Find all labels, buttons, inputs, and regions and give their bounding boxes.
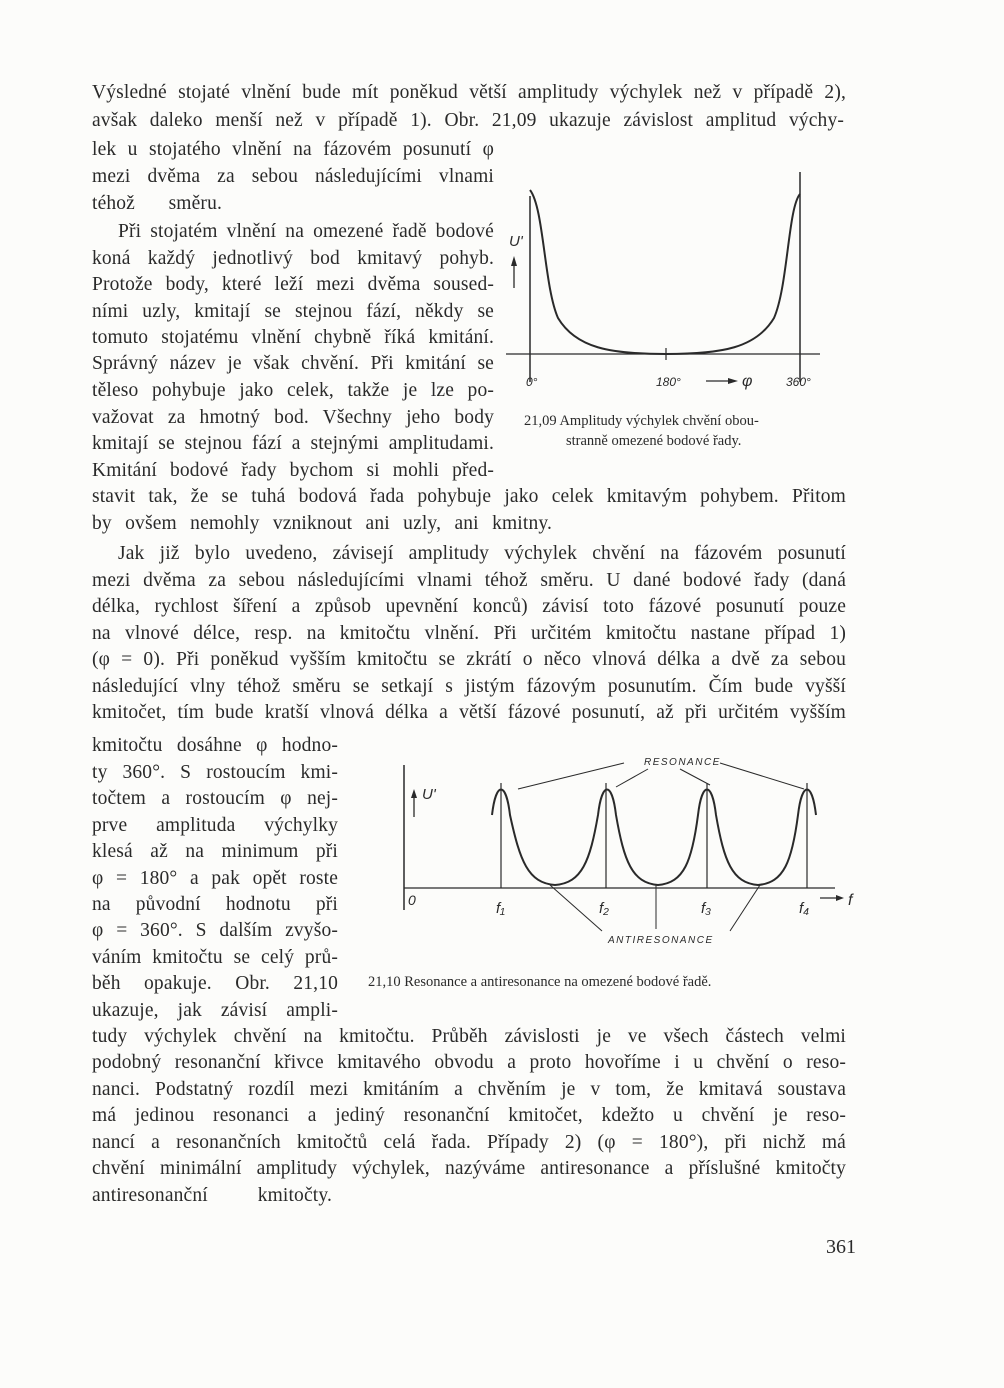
figure-21-09 <box>500 168 840 398</box>
x-axis-label: f <box>848 892 853 909</box>
text-line: prve amplituda výchylky <box>92 815 338 836</box>
antiresonance-pointer-3 <box>730 885 760 931</box>
text-line: ukazuje, jak závisí ampli- <box>92 1000 338 1021</box>
text-line: važovat za hmotný bod. Všechny jeho body <box>92 407 494 428</box>
resonance-pointer-4 <box>720 763 804 789</box>
figure-21-10 <box>380 745 870 955</box>
amplitude-curve <box>530 190 800 354</box>
caption-21-09-line2: stranně omezené bodové řady. <box>566 433 742 449</box>
text-line: nanci. Podstatný rozdíl mezi kmitáním a chvěním je v tom, že kmitavá soustava <box>92 1079 846 1100</box>
x-arrow-head-icon <box>836 895 844 901</box>
tick-label-f3: f₃ <box>701 900 712 917</box>
tick-label-360: 360° <box>786 375 811 389</box>
text-line: mezi dvěma za sebou následujícími vlnami <box>92 166 494 187</box>
text-line: kmitají se stejnou fází a stejnými amplitudami. <box>92 433 494 454</box>
resonance-pointer-1 <box>518 763 624 789</box>
text-line: délka, rychlost šíření a způsob upevnění konců) závisí toto fázové posunutí pouze <box>92 596 846 617</box>
text-line: Při stojatém vlnění na omezené řadě bodové <box>118 221 494 242</box>
text-line: mezi dvěma za sebou následujícími vlnami téhož směru. U dané bodové řady (daná <box>92 570 846 591</box>
text-line: na původní hodnotu při <box>92 894 338 915</box>
text-line: antiresonanční kmitočty. <box>92 1185 332 1206</box>
text-line: Jak již bylo uvedeno, závisejí amplitudy výchylek chvění na fázovém posunutí <box>118 543 846 564</box>
text-line: (φ = 0). Při poněkud vyšším kmitočtu se zkrátí o něco vlnová délka a dvě za sebou <box>92 649 846 670</box>
tick-label-180: 180° <box>656 375 681 389</box>
text-line: kmitočet, tím bude kratší vlnová délka a větší fázové posunutí, až při určitém vyšším <box>92 702 846 723</box>
y-arrow-head-icon <box>411 789 417 798</box>
antiresonance-pointer-1 <box>550 885 602 931</box>
text-line: koná každý jednotlivý bod kmitavý pohyb. <box>92 248 494 269</box>
text-line: má jedinou resonanci a jediný resonanční kmitočet, kdežto u chvění je reso- <box>92 1105 846 1126</box>
text-line: chvění minimální amplitudy výchylek, nazýváme antiresonance a příslušné kmitočty <box>92 1158 846 1179</box>
text-line: klesá až na minimum při <box>92 841 338 862</box>
tick-label-0: 0° <box>526 375 538 389</box>
y-axis-label: U' <box>422 786 436 803</box>
tick-label-f1: f₁ <box>496 900 505 917</box>
origin-label: 0 <box>408 892 416 908</box>
text-line: kmitočtu dosáhne φ hodno- <box>92 735 338 756</box>
text-line: Správný název je však chvění. Při kmitání se <box>92 353 494 374</box>
x-axis-label: φ <box>742 373 753 390</box>
text-line: téhož směru. <box>92 193 222 214</box>
text-line: Výsledné stojaté vlnění bude mít poněkud větší amplitudy výchylek než v případě 2), <box>92 82 846 103</box>
text-line: φ = 360°. S dalším zvyšo- <box>92 920 338 941</box>
text-line: na vlnové délce, resp. na kmitočtu vlnění. Při určitém kmitočtu nastane případ 1) <box>92 623 846 644</box>
y-axis-label: U' <box>509 233 523 250</box>
caption-21-10: 21,10 Resonance a antiresonance na omezené bodové řadě. <box>368 974 712 990</box>
text-line: běh opakuje. Obr. 21,10 <box>92 973 338 994</box>
y-arrow-head-icon <box>511 256 517 266</box>
text-line: tudy výchylek chvění na kmitočtu. Průběh závislosti je ve všech částech velmi <box>92 1026 846 1047</box>
text-line: lek u stojatého vlnění na fázovém posunutí φ <box>92 139 494 160</box>
text-line: stavit tak, že se tuhá bodová řada pohybuje jako celek kmitavým pohybem. Přitom <box>92 486 846 507</box>
page-number: 361 <box>826 1236 856 1258</box>
tick-label-f4: f₄ <box>799 900 810 917</box>
resonance-chart <box>380 745 870 955</box>
text-line: avšak daleko menší než v případě 1). Obr. 21,09 ukazuje závislost amplitud výchy- <box>92 110 844 131</box>
tick-label-f2: f₂ <box>599 900 609 917</box>
text-line: podobný resonanční křivce kmitavého obvodu a proto hovoříme i u chvění o reso- <box>92 1052 846 1073</box>
text-line: by ovšem nemohly vzniknout ani uzly, ani kmitny. <box>92 513 552 534</box>
text-line: Kmitání bodové řady bychom si mohli před- <box>92 460 494 481</box>
text-line: Protože body, které leží mezi dvěma soused- <box>92 274 494 295</box>
caption-21-09-line1: 21,09 Amplitudy výchylek chvění obou- <box>524 413 759 429</box>
text-line: nancí a resonančních kmitočtů celá řada. Případy 2) (φ = 180°), při nichž má <box>92 1132 846 1153</box>
text-line: váním kmitočtu se celý prů- <box>92 947 338 968</box>
text-line: následující vlny téhož směru se setkají s jistým fázovým posunutím. Čím bude vyšší <box>92 676 846 697</box>
text-line: ními uzly, kmitají se stejnou fází, někdy se <box>92 301 494 322</box>
resonance-pointer-3 <box>680 769 710 785</box>
text-line: ty 360°. S rostoucím kmi- <box>92 762 338 783</box>
text-line: točtem a rostoucím φ nej- <box>92 788 338 809</box>
text-line: tomuto stojatému vlnění chybně říká kmitání. <box>92 327 494 348</box>
antiresonance-label: ANTIRESONANCE <box>608 935 714 946</box>
x-arrow-head-icon <box>728 378 738 384</box>
amplitude-phase-chart <box>500 168 840 398</box>
resonance-pointer-2 <box>616 769 648 787</box>
resonance-label: RESONANCE <box>644 757 721 768</box>
text-line: φ = 180° a pak opět roste <box>92 868 338 889</box>
text-line: těleso pohybuje jako celek, takže je lze po- <box>92 380 494 401</box>
resonance-curve <box>492 790 816 886</box>
